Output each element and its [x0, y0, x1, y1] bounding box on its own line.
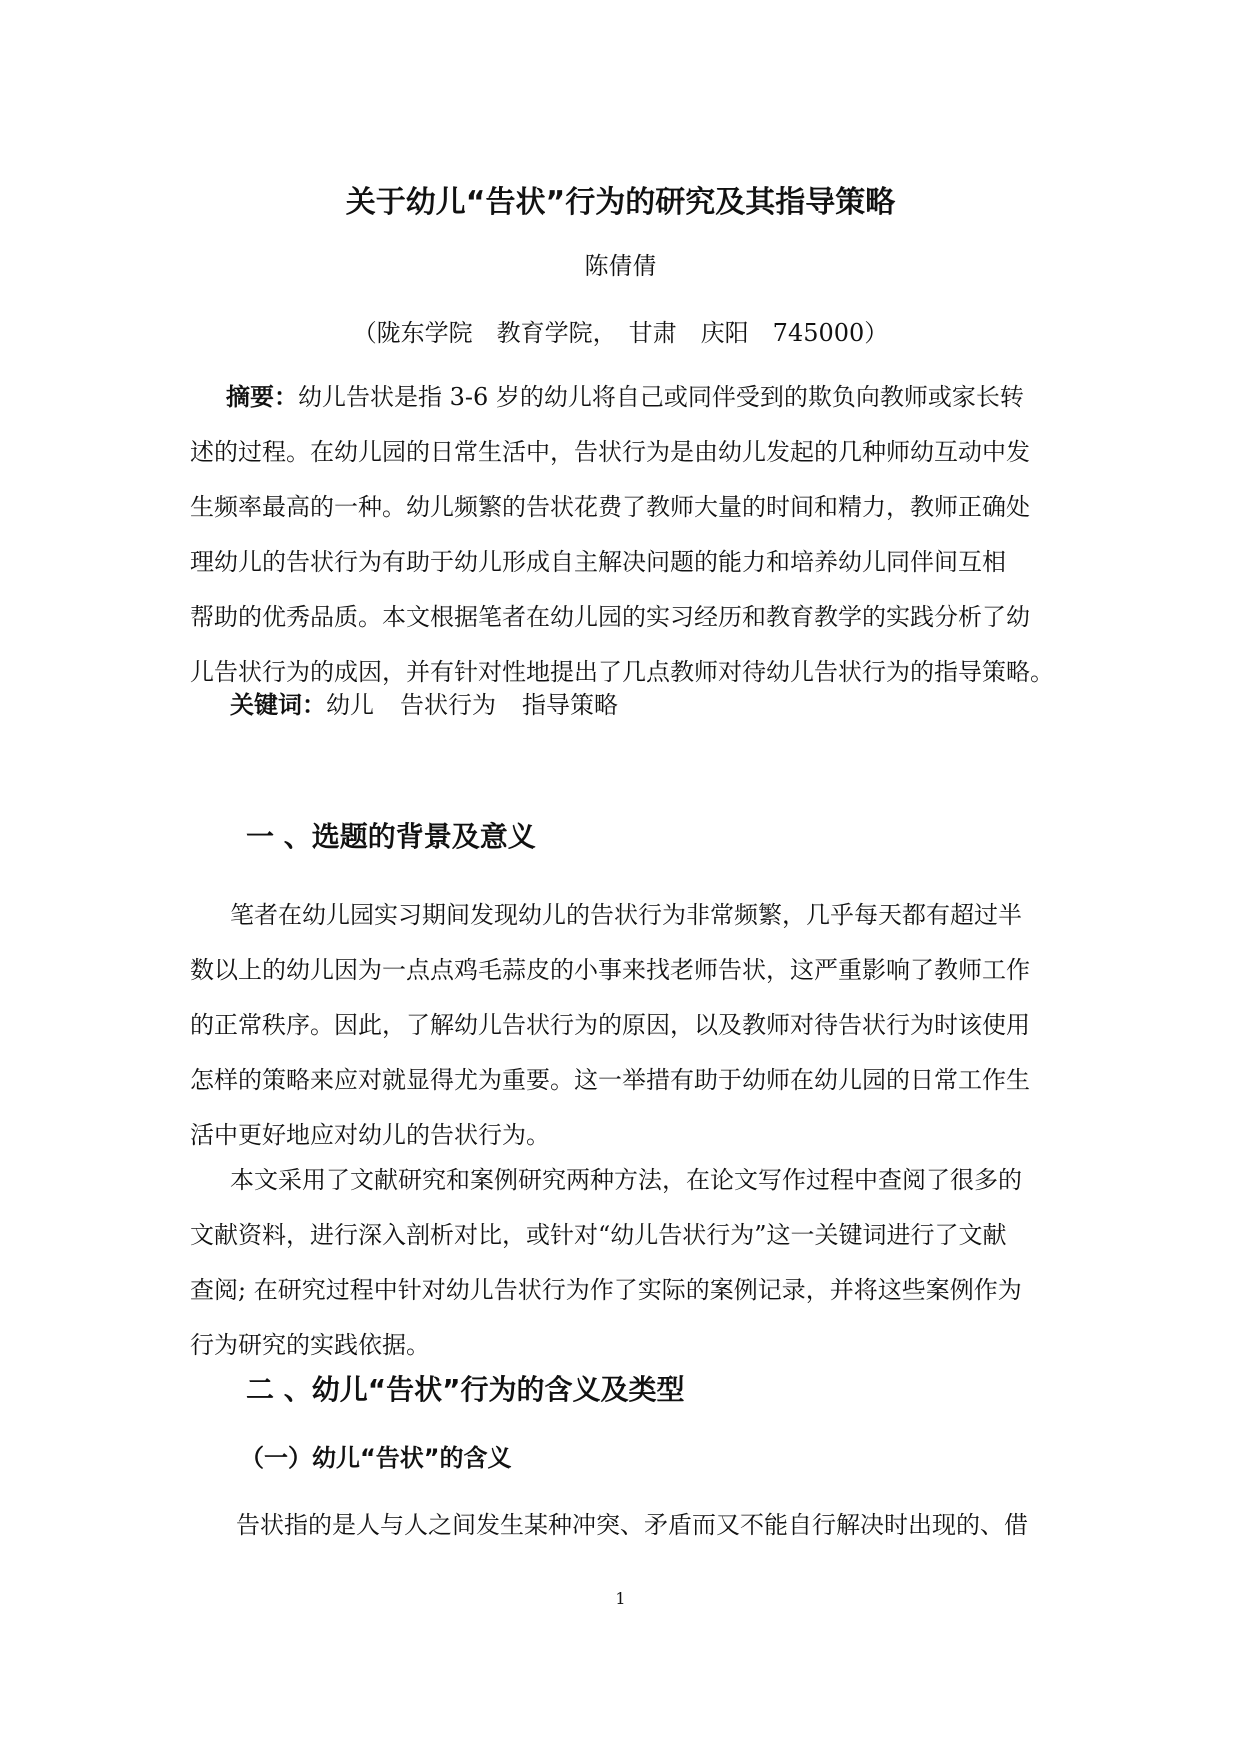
- keywords-line: [230, 688, 644, 722]
- body-line: 数以上的幼儿因为一点点鸡毛蒜皮的小事来找老师告状，这严重影响了教师工作: [190, 956, 1030, 984]
- section-heading: 一 、选题的背景及意义: [246, 820, 536, 853]
- body-paragraph: [190, 888, 1059, 1163]
- abstract-label: 摘要：: [226, 383, 298, 411]
- body-line: 行为研究的实践依据。: [190, 1331, 430, 1359]
- body-paragraph: [190, 1153, 1059, 1373]
- body-paragraph: [190, 1498, 1059, 1553]
- body-line: 查阅; 在研究过程中针对幼儿告状行为作了实际的案例记录，并将这些案例作为: [190, 1276, 1022, 1304]
- body-line: 本文采用了文献研究和案例研究两种方法，在论文写作过程中查阅了很多的: [230, 1166, 1022, 1194]
- author-name: 陈倩倩: [584, 252, 657, 280]
- page-number: 1: [615, 1589, 626, 1608]
- abstract-line: 理幼儿的告状行为有助于幼儿形成自主解决问题的能力和培养幼儿同伴间互相: [190, 548, 1006, 576]
- subsection-heading: （一）幼儿“告状”的含义: [240, 1444, 512, 1472]
- abstract-line: 儿告状行为的成因，并有针对性地提出了几点教师对待幼儿告状行为的指导策略。: [190, 658, 1054, 686]
- abstract-paragraph: [190, 370, 1059, 700]
- body-line: 笔者在幼儿园实习期间发现幼儿的告状行为非常频繁，几乎每天都有超过半: [230, 901, 1022, 929]
- author-affiliation: （陇东学院 教育学院， 甘肃 庆阳 745000）: [352, 319, 889, 347]
- keyword: 指导策略: [522, 691, 618, 719]
- abstract-line: [190, 370, 1059, 425]
- keywords-label: 关键词：: [230, 691, 326, 719]
- body-line: 告状指的是人与人之间发生某种冲突、矛盾而又不能自行解决时出现的、借: [236, 1511, 1028, 1539]
- body-line: 活中更好地应对幼儿的告状行为。: [190, 1121, 550, 1149]
- abstract-line: 帮助的优秀品质。本文根据笔者在幼儿园的实习经历和教育教学的实践分析了幼: [190, 603, 1030, 631]
- section-heading: 二 、幼儿“告状”行为的含义及类型: [246, 1373, 685, 1406]
- keyword: 幼儿: [326, 691, 374, 719]
- abstract-line: 述的过程。在幼儿园的日常生活中，告状行为是由幼儿发起的几种师幼互动中发: [190, 438, 1030, 466]
- abstract-text: 幼儿告状是指 3-6 岁的幼儿将自己或同伴受到的欺负向教师或家长转: [298, 383, 1024, 411]
- paper-title: 关于幼儿“告状”行为的研究及其指导策略: [345, 185, 896, 220]
- body-line: 怎样的策略来应对就显得尤为重要。这一举措有助于幼师在幼儿园的日常工作生: [190, 1066, 1030, 1094]
- body-line: 的正常秩序。因此，了解幼儿告状行为的原因，以及教师对待告状行为时该使用: [190, 1011, 1030, 1039]
- abstract-line: 生频率最高的一种。幼儿频繁的告状花费了教师大量的时间和精力，教师正确处: [190, 493, 1030, 521]
- keyword: 告状行为: [400, 691, 496, 719]
- body-line: 文献资料，进行深入剖析对比，或针对“幼儿告状行为”这一关键词进行了文献: [190, 1221, 1007, 1249]
